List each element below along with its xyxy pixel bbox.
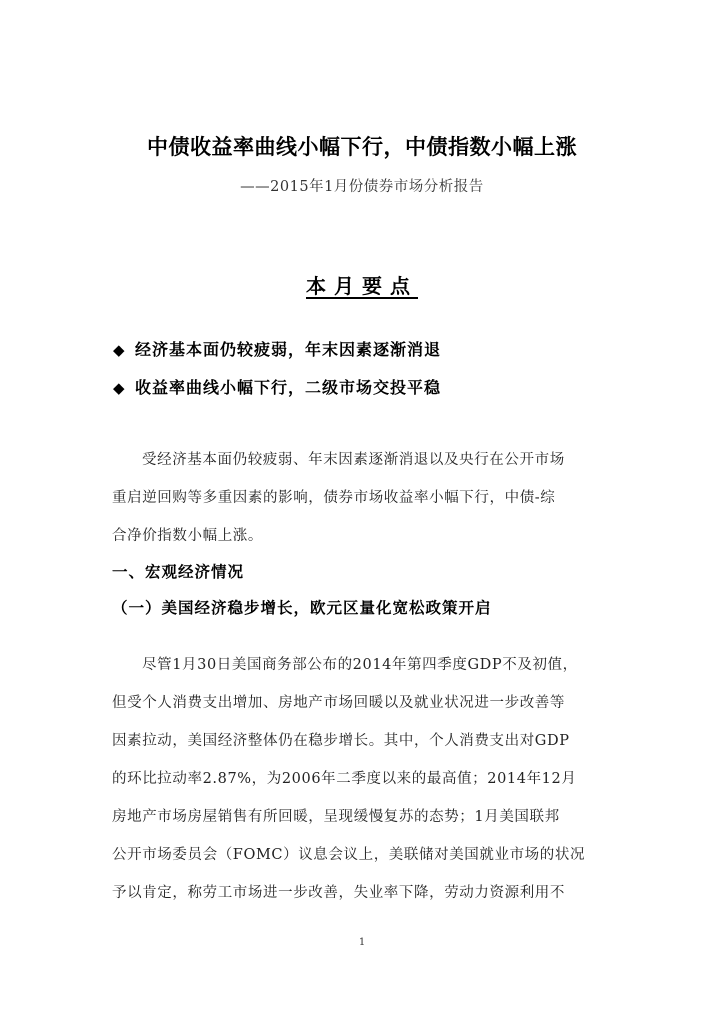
paragraph-line: 予以肯定，称劳工市场进一步改善，失业率下降，劳动力资源利用不 bbox=[112, 885, 565, 901]
paragraph-line: 尽管1月30日美国商务部公布的2014年第四季度GDP不及初值， bbox=[142, 657, 578, 673]
diamond-bullet-icon: ◆ bbox=[113, 379, 126, 397]
report-title: 中债收益率曲线小幅下行，中债指数小幅上涨 bbox=[147, 135, 577, 159]
highlight-text: 收益率曲线小幅下行，二级市场交投平稳 bbox=[135, 378, 442, 397]
paragraph-line: 公开市场委员会（FOMC）议息会议上，美联储对美国就业市场的状况 bbox=[112, 847, 586, 863]
report-subtitle: ——2015年1月份债券市场分析报告 bbox=[240, 179, 484, 195]
subsection-heading: （一）美国经济稳步增长，欧元区量化宽松政策开启 bbox=[112, 598, 492, 617]
diamond-bullet-icon: ◆ bbox=[113, 341, 126, 359]
highlight-bullet bbox=[113, 337, 441, 360]
paragraph-line: 重启逆回购等多重因素的影响，债券市场收益率小幅下行，中债-综 bbox=[112, 490, 556, 506]
highlights-heading bbox=[0, 270, 724, 299]
intro-paragraph bbox=[112, 441, 614, 555]
highlight-bullet bbox=[113, 375, 441, 398]
paragraph-line: 的环比拉动率2.87%，为2006年二季度以来的最高值；2014年12月 bbox=[112, 771, 577, 787]
body-paragraph bbox=[112, 646, 614, 912]
page-number: 1 bbox=[358, 937, 366, 948]
paragraph-line: 合净价指数小幅上涨。 bbox=[112, 528, 263, 544]
paragraph-line: 房地产市场房屋销售有所回暖，呈现缓慢复苏的态势；1月美国联邦 bbox=[112, 809, 560, 825]
highlights-heading-text: 本月要点 bbox=[306, 274, 418, 298]
section-heading: 一、宏观经济情况 bbox=[112, 562, 245, 581]
paragraph-line: 因素拉动，美国经济整体仍在稳步增长。其中，个人消费支出对GDP bbox=[112, 733, 570, 749]
paragraph-line: 但受个人消费支出增加、房地产市场回暖以及就业状况进一步改善等 bbox=[112, 695, 565, 711]
paragraph-line: 受经济基本面仍较疲弱、年末因素逐渐消退以及央行在公开市场 bbox=[142, 452, 565, 468]
highlight-text: 经济基本面仍较疲弱，年末因素逐渐消退 bbox=[135, 340, 442, 359]
